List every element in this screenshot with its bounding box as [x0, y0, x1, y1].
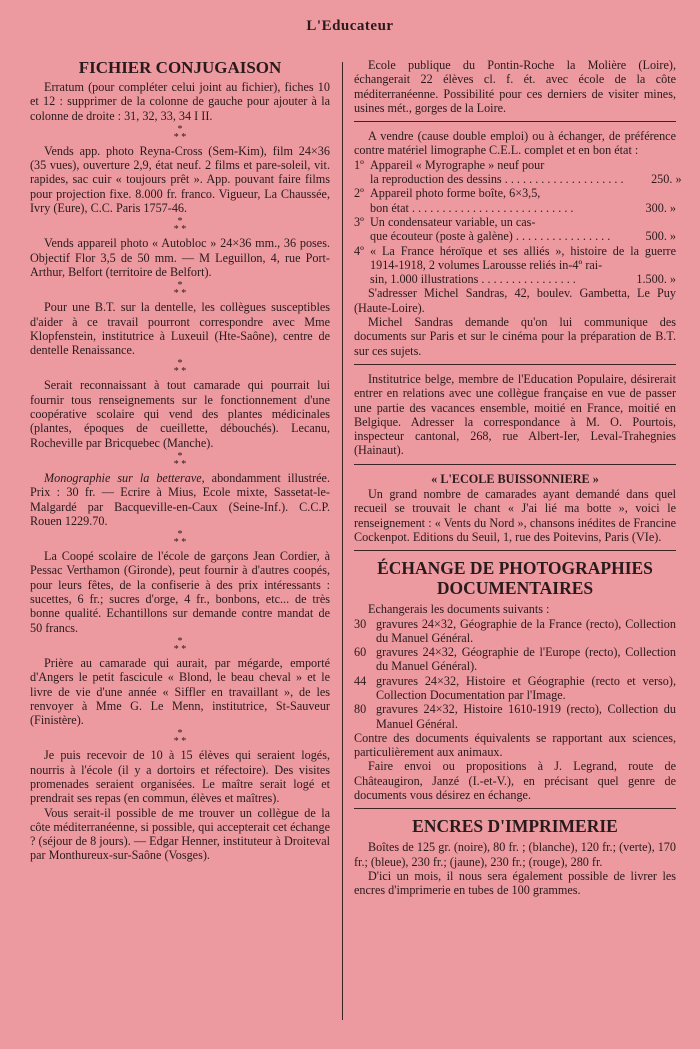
ecole-pontin: Ecole publique du Pontin-Roche la Molière (Loire), échangerait 22 élèves cl. f. ét. avec école de la côte méditerranéenne. Possibilité pour ces derniers de visiter mines, usines mét., gorges de la Loire. [354, 58, 676, 115]
photo-item-count: 80 [354, 702, 367, 717]
sale-item-desc: Un condensateur variable, un cas- [370, 214, 536, 229]
sale-item [354, 157, 682, 187]
ad-cooperative: Serait reconnaissant à tout camarade qui pourrait lui fournir tous renseignements sur le fonctionnement d'une coopérative scolaire qui vend des plantes médicinales (plantes, époques de cueillette, débouchés). Lecanu, Rocheville par Bricquebec (Manche). [30, 378, 330, 450]
separator-stars: * * * [173, 216, 187, 236]
sale-item [354, 186, 676, 215]
separator-stars: * * * [173, 280, 187, 300]
encres-heading: ENCRES D'IMPRIMERIE [412, 816, 618, 837]
buissonniere-text: Un grand nombre de camarades ayant demandé dans quel recueil se trouvait le chant « J'ai lié ma botte », voici le renseignement : « Vents du Nord », chansons inédites de Francine Cockenpot. Editions du Seuil, 1, rue des Poitevins, Paris (VIe). [354, 487, 676, 544]
sale-item-desc-end: sin, 1.000 illustrations . . . . . . . . . . . . . . . . [370, 272, 576, 287]
sale-item-number: 2º [354, 186, 364, 201]
ad-accueil-eleves: Je puis recevoir de 10 à 15 élèves qui seraient logés, nourris à l'école (il y a dortoirs et réfectoire). Des visites promenades seraient organisées. Le maître serait logé et prendrait ses repas (en commun, élèves et maîtres). [30, 748, 330, 806]
ad-dentelle: Pour une B.T. sur la dentelle, les collègues susceptibles d'aider à ce travail pourront correspondre avec Mme Klopfenstein, institutrice à Luxeuil (Hte-Saône), centre de dentelle Renaissance. [30, 300, 330, 358]
rule [354, 121, 676, 122]
ad-echange-mediterranee: Vous serait-il possible de me trouver un collègue de la côte méditerranéenne, si possible, qui accepterait cet échange ? (séjour de 8 jours). — Edgar Henner, instituteur à Droiteval par Monthureux-sur-Saône (Vosges). [30, 805, 330, 863]
photo-heading-line2: DOCUMENTAIRES [436, 578, 594, 599]
photo-item-text: gravures 24×32, Géographie de la France (recto), Collection du Manuel Général. [376, 616, 676, 645]
photo-heading-line1: ÉCHANGE DE PHOTOGRAPHIES [377, 558, 653, 579]
sale-item-desc: « La France héroïque et ses alliés », histoire de la guerre 1914-1918, 2 volumes Larousse reliés in-4º rai- [370, 243, 676, 272]
photo-item-text: gravures 24×32, Histoire et Géographie (recto et verso), Collection Documentation par l'Image. [376, 673, 676, 702]
rule [354, 808, 676, 809]
photo-item [354, 645, 676, 674]
sale-item-number: 4º [354, 243, 364, 258]
sale-item-price: 1.500. » [636, 272, 676, 287]
sale-item-desc-end: que écouteur (poste à galène) . . . . . . . . . . . . . . . . [370, 229, 611, 244]
photo-item [354, 674, 676, 703]
separator-stars: * * * [173, 358, 187, 378]
ad-fascicule: Prière au camarade qui aurait, par mégarde, emporté d'Angers le petit fascicule « Blond, le beau cheval » et le livre de vie d'une année « Siffler en travaillant », de les renvoyer à Mme G. Le Menn, institutrice, St-Sauveur (Finistère). [30, 655, 330, 728]
separator-stars: * * * [173, 123, 187, 143]
left-column [30, 58, 330, 863]
sale-item-price: 300. » [645, 200, 676, 215]
separator-stars: * * * [173, 635, 187, 655]
column-divider [342, 62, 343, 1020]
sale-item-desc-end: la reproduction des dessins . . . . . . . . . . . . . . . . . . . . [370, 172, 624, 187]
sale-item-price: 500. » [645, 229, 676, 244]
sale-item-number: 1º [354, 157, 364, 172]
ad-confiserie: La Coopé scolaire de l'école de garçons Jean Cordier, à Pessac Verthamon (Gironde), peut fournir à d'autres coopés, pour leurs fêtes, de la confiserie à des prix intéressants : sucettes, 6 fr.; sucres d'orge, 4 fr., bonbons, etc... de très bonne qualité. Echantillons sur demande contre mandat de 50 francs. [30, 549, 330, 635]
separator-stars: * * * [173, 728, 187, 748]
photo-item [354, 617, 676, 646]
photo-item-count: 44 [354, 673, 367, 688]
ad-photo-reyna: Vends app. photo Reyna-Cross (Sem-Kim), film 24×36 (35 vues), ouverture 2,9, état neuf. 2 films et pare-soleil, vit. rapides, sac cuir « toujours prêt ». App. pouvant faire films pour projection fixe. 8.000 fr. franco. Vigueur, La Chaussée, Ivry (Eure), C.C. Paris 1757-46. [30, 143, 330, 216]
sale-intro: A vendre (cause double emploi) ou à échanger, de préférence contre matériel limographe C.E.L. complet et en bon état : [354, 129, 676, 158]
sale-item [354, 215, 676, 244]
rule [354, 464, 676, 465]
institutrice-belge: Institutrice belge, membre de l'Education Populaire, désirerait entrer en relations avec une collègue française en vue de passer une partie des vacances ensemble, moitié en France, moitié en Belgique. Adresser la correspondance à M. O. Pourtois, inspecteur cantonal, 268, rue Albert-Ier, Leval-Trahegnies (Hainaut). [354, 371, 676, 458]
photo-item [354, 702, 676, 731]
sandras-request: Michel Sandras demande qu'on lui communique des documents sur Paris et sur le cinéma pour la préparation de B.T. sur ces sujets. [354, 315, 676, 358]
separator-stars: * * * [173, 450, 187, 470]
encres-prices: Boîtes de 125 gr. (noire), 80 fr. ; (blanche), 120 fr.; (verte), 170 fr.; (bleue), 230 fr.; (jaune), 230 fr.; (rouge), 280 fr. [354, 840, 676, 869]
photo-envoi: Faire envoi ou propositions à J. Legrand, route de Châteaugiron, Janzé (I.-et-V.), en précisant quel genre de documents vous désirez en échange. [354, 759, 676, 803]
photo-heading [354, 558, 676, 598]
fichier-heading: FICHIER CONJUGAISON [78, 58, 282, 77]
rule [354, 364, 676, 365]
sale-item-desc: Appareil photo forme boîte, 6×3,5, [370, 186, 541, 201]
photo-intro: Echangerais les documents suivants : [368, 602, 550, 617]
photo-item-text: gravures 24×32, Histoire 1610-1919 (recto), Collection du Manuel Général. [376, 702, 676, 731]
sale-item [354, 244, 676, 287]
separator-stars: * * * [173, 529, 187, 549]
right-column [354, 58, 682, 898]
encres-note: D'ici un mois, il nous sera également possible de livrer les encres d'imprimerie en tubes de 100 grammes. [354, 868, 676, 898]
buissonniere-title: « L'ECOLE BUISSONNIERE » [431, 471, 599, 486]
photo-item-count: 30 [354, 616, 367, 631]
monographie-title: Monographie sur la betterave, [44, 470, 205, 485]
running-head: L'Educateur [306, 18, 394, 34]
photo-item-text: gravures 24×32, Géographie de l'Europe (recto), Collection du Manuel Général). [376, 645, 676, 674]
monographie-details: abondamment illustrée. Prix : 30 fr. — Ecrire à Mius, Ecole mixte, Sassetat-le-Malgardé par Bacqueville-en-Caux (Seine-Inf.). C.C.P. Rouen 1229.70. [30, 470, 330, 528]
ad-monographie [30, 471, 330, 528]
rule [354, 550, 676, 551]
sale-item-desc: Appareil « Myrographe » neuf pour [370, 157, 545, 172]
sale-item-price: 250. » [651, 172, 682, 187]
ad-autobloc: Vends appareil photo « Autobloc » 24×36 mm., 36 poses. Objectif Flor 3,5 de 50 mm. — M Leguillon, 4, rue Port-Arthur, Belfort (territoire de Belfort). [30, 236, 330, 279]
sandras-address: S'adresser Michel Sandras, 42, boulev. Gambetta, Le Puy (Haute-Loire). [354, 286, 676, 315]
photo-item-count: 60 [354, 645, 367, 660]
sale-item-number: 3º [354, 214, 364, 229]
photo-contre: Contre des documents équivalents se rapportant aux sciences, particulièrement aux animaux. [354, 730, 676, 760]
sale-item-desc-end: bon état . . . . . . . . . . . . . . . . . . . . . . . . . . . [370, 200, 574, 215]
erratum-text: Erratum (pour compléter celui joint au fichier), fiches 10 et 12 : supprimer de la colonne de gauche pour ajouter à la colonne de droite : 31, 32, 33, 34 I II. [30, 80, 330, 123]
